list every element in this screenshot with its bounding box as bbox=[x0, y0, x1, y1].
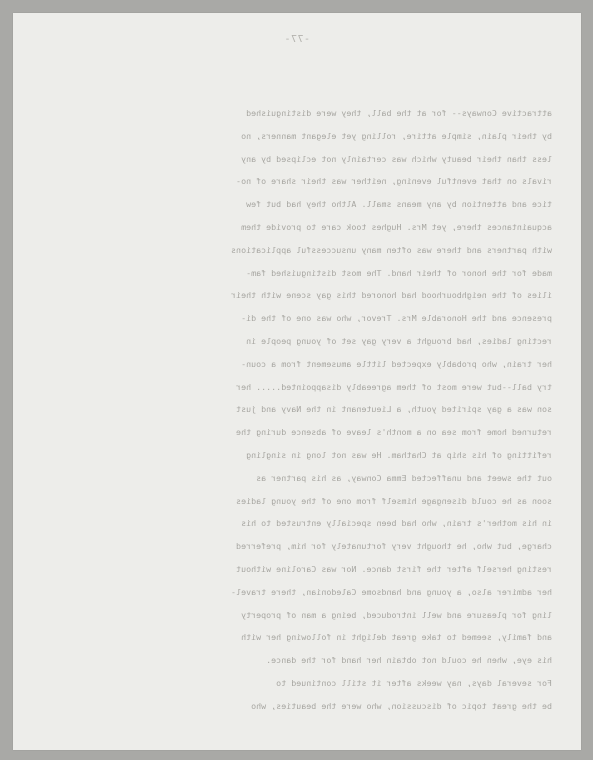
text-line: his eye, when he could not obtain her hand for the dance. bbox=[266, 655, 552, 666]
text-line: ling for pleasure and well introduced, being a man of property bbox=[241, 609, 552, 620]
text-line: For several days, nay weeks after it still continued to bbox=[276, 677, 552, 688]
text-line: by their plain, simple attire, rolling yet elegant manners, no bbox=[241, 130, 552, 141]
text-line: returned home from sea on a month's leave of absence during the bbox=[236, 427, 552, 438]
text-line: out the sweet and unaffected Emma Conway, as his partner as bbox=[256, 472, 552, 483]
text-line: tice and attention by any means small. Altho they had but few bbox=[246, 199, 552, 210]
text-line: with partners and there was often many unsuccessful applications bbox=[231, 244, 552, 255]
text-line: rivals on that eventful evening, neither was their share of no- bbox=[236, 176, 552, 187]
text-line: acquaintances there, yet Mrs. Hughes took care to provide them bbox=[241, 221, 552, 232]
page-number: -77- bbox=[283, 34, 311, 45]
text-line: recting ladies, had brought a very gay set of young people in bbox=[246, 335, 552, 346]
text-line: refitting of his ship at Chatham. He was not long in singling bbox=[246, 449, 552, 460]
text-line: her admirer also, a young and handsome Caledonian, there travel- bbox=[231, 586, 552, 597]
text-line: made for the honor of their hand. The most distinguished fam- bbox=[246, 267, 552, 278]
text-line: ilies of the neighbourhood had honored this gay scene with their bbox=[231, 290, 552, 301]
text-line: attractive Conways-- for at the ball, they were distinguished bbox=[246, 108, 552, 118]
text-line: be the great topic of discussion, who were the beauties, who bbox=[251, 700, 552, 711]
text-line: and family, seemed to take great delight in following her with bbox=[241, 632, 552, 643]
document-page bbox=[13, 13, 581, 750]
text-line: resting herself after the first dance. Nor was Caroline without bbox=[236, 563, 552, 574]
text-line: in his mother's train, who had been specially entrusted to his bbox=[241, 518, 552, 529]
text-line: less than their beauty which was certainly not eclipsed by any bbox=[241, 153, 552, 164]
text-line: her train, who probably expected little amusement from a coun- bbox=[241, 358, 552, 369]
text-line: try ball--but were most of them agreeably disappointed..... her bbox=[236, 381, 552, 392]
text-line: son was a gay spirited youth, a Lieutenant in the Navy and just bbox=[236, 404, 552, 415]
text-line: presence and the Honorable Mrs. Trevor, who was one of the di- bbox=[241, 313, 552, 324]
body-text bbox=[44, 102, 552, 718]
text-line: soon as he could disengage himself from one of the young ladies bbox=[236, 495, 552, 506]
text-line: charge, but who, he thought very fortunately for him, preferred bbox=[236, 541, 552, 552]
